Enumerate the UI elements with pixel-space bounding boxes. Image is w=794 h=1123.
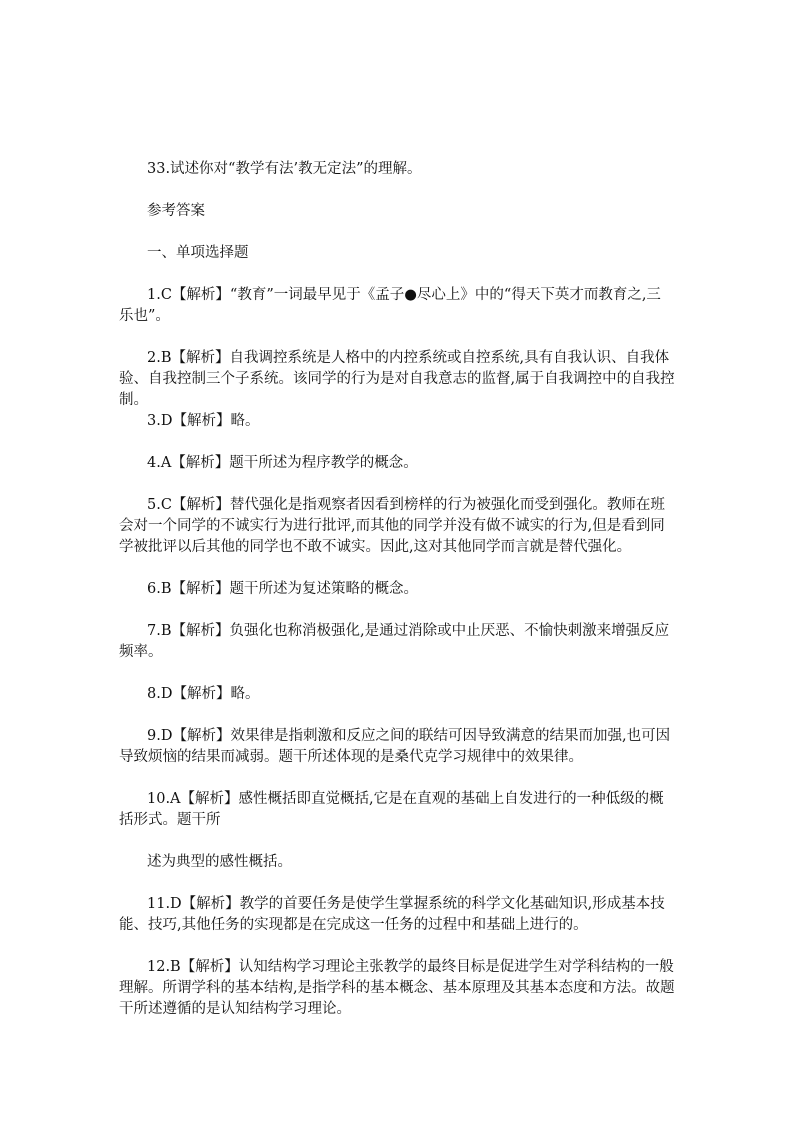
answer-4: 4.A【解析】题干所述为程序教学的概念。 bbox=[147, 455, 418, 471]
answer-3: 3.D【解析】略。 bbox=[147, 413, 260, 429]
answer-6: 6.B【解析】题干所述为复述策略的概念。 bbox=[147, 581, 418, 597]
answer-8: 8.D【解析】略。 bbox=[147, 686, 260, 702]
answer-11: 11.D【解析】教学的首要任务是使学生掌握系统的科学文化基础知识,形成基本技能、技巧,其他任务的实现都是在完成这一任务的过程中和基础上进行的。 bbox=[119, 896, 665, 933]
answer-heading: 参考答案 bbox=[147, 203, 205, 219]
question-33: 33.试述你对“教学有法’教无定法”的理解。 bbox=[147, 161, 422, 177]
answer-5: 5.C【解析】替代强化是指观察者因看到榜样的行为被强化而受到强化。教师在班会对一个同学的不诚实行为进行批评,而其他的同学并没有做不诚实的行为,但是看到同学被批评以后其他的同学也不敢不诚实。因此,这对其他同学而言就是替代强化。 bbox=[119, 497, 665, 555]
answer-12: 12.B【解析】认知结构学习理论主张教学的最终目标是促进学生对学科结构的一般理解。所谓学科的基本结构,是指学科的基本概念、基本原理及其基本态度和方法。故题干所述遵循的是认知结构学习理论。 bbox=[119, 959, 675, 1017]
answer-10-continued: 述为典型的感性概括。 bbox=[147, 854, 292, 870]
answer-2: 2.B【解析】自我调控系统是人格中的内控系统或自控系统,具有自我认识、自我体验、自我控制三个子系统。该同学的行为是对自我意志的监督,属于自我调控中的自我控制。 bbox=[119, 350, 675, 408]
answer-10: 10.A【解析】感性概括即直觉概括,它是在直观的基础上自发进行的一种低级的概括形式。题干所 bbox=[119, 791, 664, 828]
answer-9: 9.D【解析】效果律是指刺激和反应之间的联结可因导致满意的结果而加强,也可因导致烦恼的结果而减弱。题干所述体现的是桑代克学习规律中的效果律。 bbox=[119, 728, 671, 765]
answer-7: 7.B【解析】负强化也称消极强化,是通过消除或中止厌恶、不愉快刺激来增强反应频率。 bbox=[119, 623, 670, 660]
answer-1: 1.C【解析】“教育”一词最早见于《孟子●尽心上》中的“得天下英才而教育之,三乐也”。 bbox=[119, 287, 661, 324]
section-heading: 一、单项选择题 bbox=[147, 245, 249, 261]
